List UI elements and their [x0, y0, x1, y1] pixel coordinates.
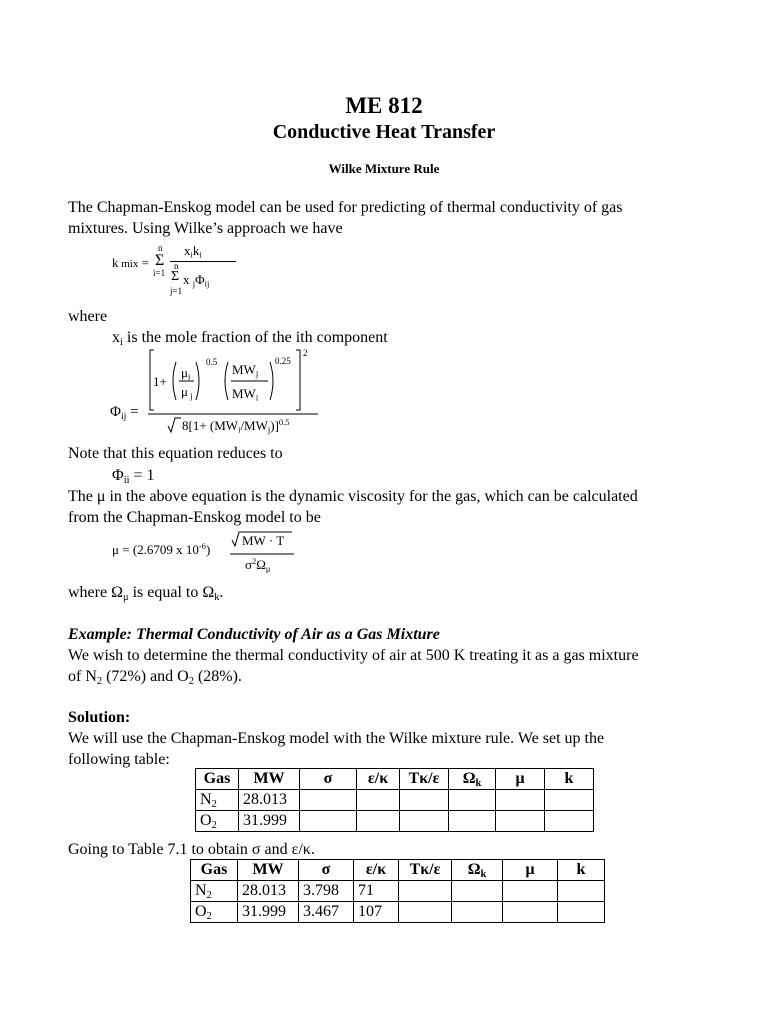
header-eps: ε/κ [354, 860, 399, 881]
cell-eps [357, 811, 400, 832]
mu-description-line-1: The μ in the above equation is the dynamic viscosity for the gas, which can be calculated [68, 488, 638, 505]
table-2 [190, 859, 605, 923]
equation-mu: μ = (2.6709 x $10^{-6}$) MW · T $\sigma^2\Omega_\mu$ [112, 530, 312, 578]
cell-gas: $N_2$ [196, 790, 239, 811]
cell-tke [399, 902, 452, 923]
cell-tke [399, 881, 452, 902]
table-1 [195, 768, 594, 832]
example-heading: Example: Thermal Conductivity of Air as a Gas Mixture [68, 626, 440, 643]
cell-gas: $O_2$ [196, 811, 239, 832]
cell-k [558, 902, 605, 923]
header-mu: μ [496, 769, 545, 790]
omega-note: where $\Omega_\mu$ is equal to $\Omega_k$. [68, 584, 224, 604]
table-row [191, 902, 605, 923]
header-omega: $\Omega_k$ [449, 769, 496, 790]
cell-omega [452, 902, 503, 923]
header-eps: ε/κ [357, 769, 400, 790]
header-tke: Tκ/ε [399, 860, 452, 881]
cell-k [545, 811, 594, 832]
cell-tke [400, 790, 449, 811]
header-mw: MW [239, 769, 300, 790]
table-row [196, 811, 594, 832]
header-k: k [558, 860, 605, 881]
cell-gas: $N_2$ [191, 881, 238, 902]
topic-title: Wilke Mixture Rule [328, 161, 440, 176]
xi-definition: $x_i$ is the mole fraction of the ith component [112, 329, 388, 349]
cell-mu [496, 811, 545, 832]
cell-sigma: 3.798 [299, 881, 354, 902]
cell-tke [400, 811, 449, 832]
cell-mu [503, 902, 558, 923]
table-row [191, 881, 605, 902]
header-sigma: σ [300, 769, 357, 790]
header-omega: $\Omega_k$ [452, 860, 503, 881]
cell-omega [449, 811, 496, 832]
header-k: k [545, 769, 594, 790]
note-line: Note that this equation reduces to [68, 445, 283, 462]
cell-sigma: 3.467 [299, 902, 354, 923]
cell-mu [503, 881, 558, 902]
header-gas: Gas [191, 860, 238, 881]
header-sigma: σ [299, 860, 354, 881]
solution-heading: Solution: [68, 709, 131, 726]
example-line-2: of $N_2$ (72%) and $O_2$ (28%). [68, 668, 242, 688]
header-gas: Gas [196, 769, 239, 790]
table-header-row [196, 769, 594, 790]
cell-eps: 71 [354, 881, 399, 902]
subject-title: Conductive Heat Transfer [272, 121, 496, 143]
example-line-1: We wish to determine the thermal conductivity of air at 500 K treating it as a gas mixture [68, 647, 639, 664]
going-to-table-line: Going to Table 7.1 to obtain σ and ε/κ. [68, 841, 315, 858]
intro-line-1: The Chapman-Enskog model can be used for predicting of thermal conductivity of gas [68, 199, 623, 216]
table-row [196, 790, 594, 811]
cell-eps: 107 [354, 902, 399, 923]
cell-eps [357, 790, 400, 811]
cell-sigma [300, 790, 357, 811]
mu-description-line-2: from the Chapman-Enskog model to be [68, 509, 321, 526]
cell-gas: $O_2$ [191, 902, 238, 923]
cell-k [545, 790, 594, 811]
cell-omega [449, 790, 496, 811]
equation-kmix: k mix = n Σ i=1 $x_ik_i$ n Σ x $_j\Phi_{ij}$ j=1 [112, 243, 252, 303]
header-mw: MW [238, 860, 299, 881]
cell-mw: 28.013 [238, 881, 299, 902]
table-header-row [191, 860, 605, 881]
cell-sigma [300, 811, 357, 832]
course-title: ME 812 [345, 93, 423, 118]
intro-line-2: mixtures. Using Wilke’s approach we have [68, 220, 343, 237]
cell-mw: 28.013 [239, 790, 300, 811]
phi-ii-equation: $\Phi_{ii} = 1$ [112, 467, 155, 487]
cell-mw: 31.999 [238, 902, 299, 923]
equation-phi-ij: $\Phi_{ij}$ = 1+ $\mu_i$ μ $_j$ 0.5 $MW_j$ $MW_i$ 0.25 2 $8[1+ (MW_i/MW_j)]^{0.5}$ [108, 348, 318, 440]
cell-k [558, 881, 605, 902]
cell-mu [496, 790, 545, 811]
where-label: where [68, 308, 108, 325]
header-mu: μ [503, 860, 558, 881]
solution-line-1: We will use the Chapman-Enskog model with the Wilke mixture rule. We set up the [68, 730, 605, 747]
cell-mw: 31.999 [239, 811, 300, 832]
cell-omega [452, 881, 503, 902]
header-tke: Tκ/ε [400, 769, 449, 790]
solution-line-2: following table: [68, 751, 170, 768]
